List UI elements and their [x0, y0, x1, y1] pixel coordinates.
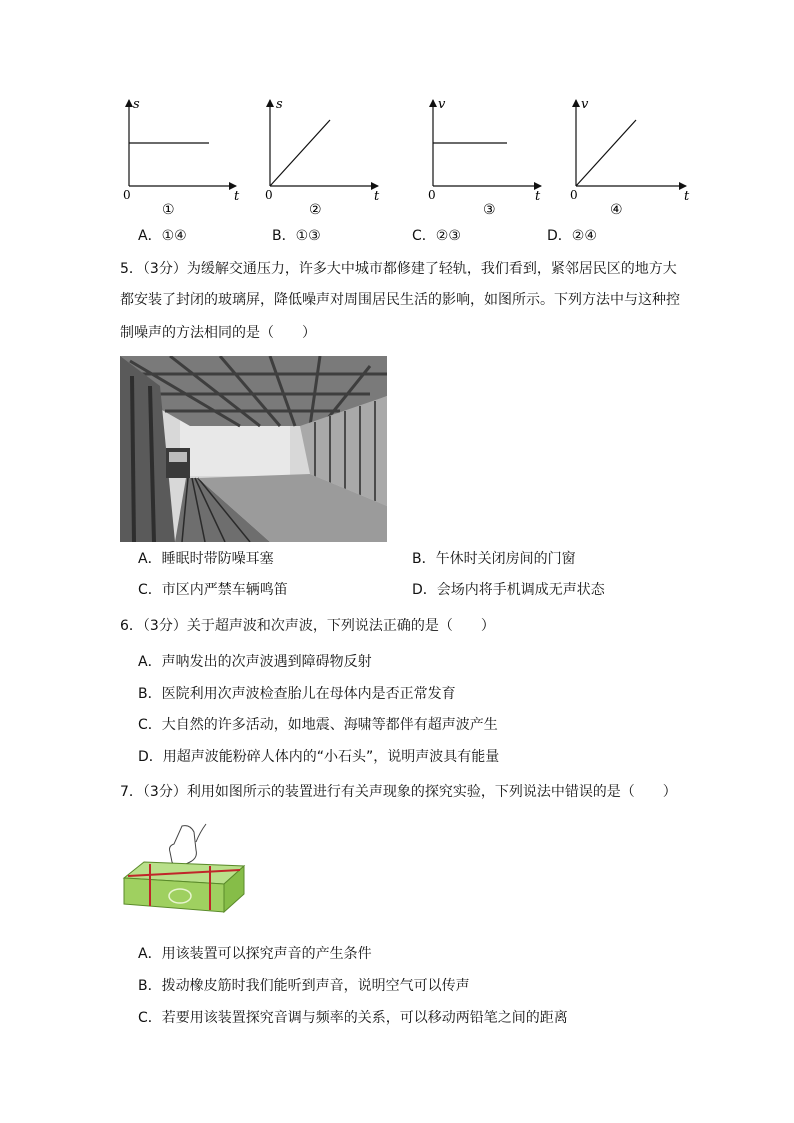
graph-2-x-label: t [374, 189, 380, 204]
graph-2 [265, 97, 380, 218]
q4-option-c: C．②③ [412, 228, 461, 244]
graph-2-y-label: s [276, 97, 283, 112]
q7-stem: 7．（3分）利用如图所示的装置进行有关声现象的探究实验，下列说法中错误的是（ ） [120, 784, 677, 800]
q5-option-d: D．会场内将手机调成无声状态 [412, 582, 605, 598]
q4-option-b: B．①③ [272, 228, 321, 244]
graph-1-x-label: t [234, 189, 240, 204]
q4-option-d: D．②④ [547, 228, 597, 244]
light-rail-noise-barrier-photo [120, 356, 387, 542]
q4-option-a: A．①④ [138, 228, 187, 244]
graph-1-marker: ① [162, 202, 175, 218]
q6-stem: 6．（3分）关于超声波和次声波，下列说法正确的是（ ） [120, 618, 495, 634]
q6-option-d: D．用超声波能粉碎人体内的“小石头”，说明声波具有能量 [138, 749, 500, 765]
graph-3-y-label: v [438, 97, 446, 112]
q7-option-c: C．若要用该装置探究音调与频率的关系，可以移动两铅笔之间的距离 [138, 1010, 568, 1026]
graph-2-origin: 0 [265, 188, 273, 202]
q5-option-a: A．睡眠时带防噪耳塞 [138, 551, 274, 567]
graph-4-marker: ④ [610, 202, 623, 218]
q5-stem-line-1: 5．（3分）为缓解交通压力，许多大中城市都修建了轻轨，我们看到，紧邻居民区的地方大 [120, 261, 677, 277]
rubber-band-box-illustration [120, 822, 250, 918]
graph-2-marker: ② [309, 202, 322, 218]
q6-option-c: C．大自然的许多活动，如地震、海啸等都伴有超声波产生 [138, 717, 498, 733]
graph-3 [428, 97, 541, 218]
graph-3-origin: 0 [428, 188, 436, 202]
graph-1 [123, 97, 240, 218]
q5-option-b: B．午休时关闭房间的门窗 [412, 551, 576, 567]
graph-1-origin: 0 [123, 188, 131, 202]
graph-4 [570, 97, 690, 218]
q7-option-b: B．拨动橡皮筋时我们能听到声音，说明空气可以传声 [138, 978, 470, 994]
motion-graphs [0, 90, 794, 220]
graph-4-y-label: v [581, 97, 589, 112]
graph-1-y-label: s [133, 97, 140, 112]
q6-option-a: A．声呐发出的次声波遇到障碍物反射 [138, 654, 372, 670]
q6-option-b: B．医院利用次声波检查胎儿在母体内是否正常发育 [138, 686, 456, 702]
graph-4-x-label: t [684, 189, 690, 204]
graph-3-marker: ③ [483, 202, 496, 218]
q5-stem-line-2: 都安装了封闭的玻璃屏，降低噪声对周围居民生活的影响，如图所示。下列方法中与这种控 [120, 292, 680, 308]
graph-4-origin: 0 [570, 188, 578, 202]
q5-stem-line-3: 制噪声的方法相同的是（ ） [120, 325, 316, 341]
graph-3-x-label: t [535, 189, 541, 204]
q5-option-c: C．市区内严禁车辆鸣笛 [138, 582, 288, 598]
q7-option-a: A．用该装置可以探究声音的产生条件 [138, 946, 372, 962]
